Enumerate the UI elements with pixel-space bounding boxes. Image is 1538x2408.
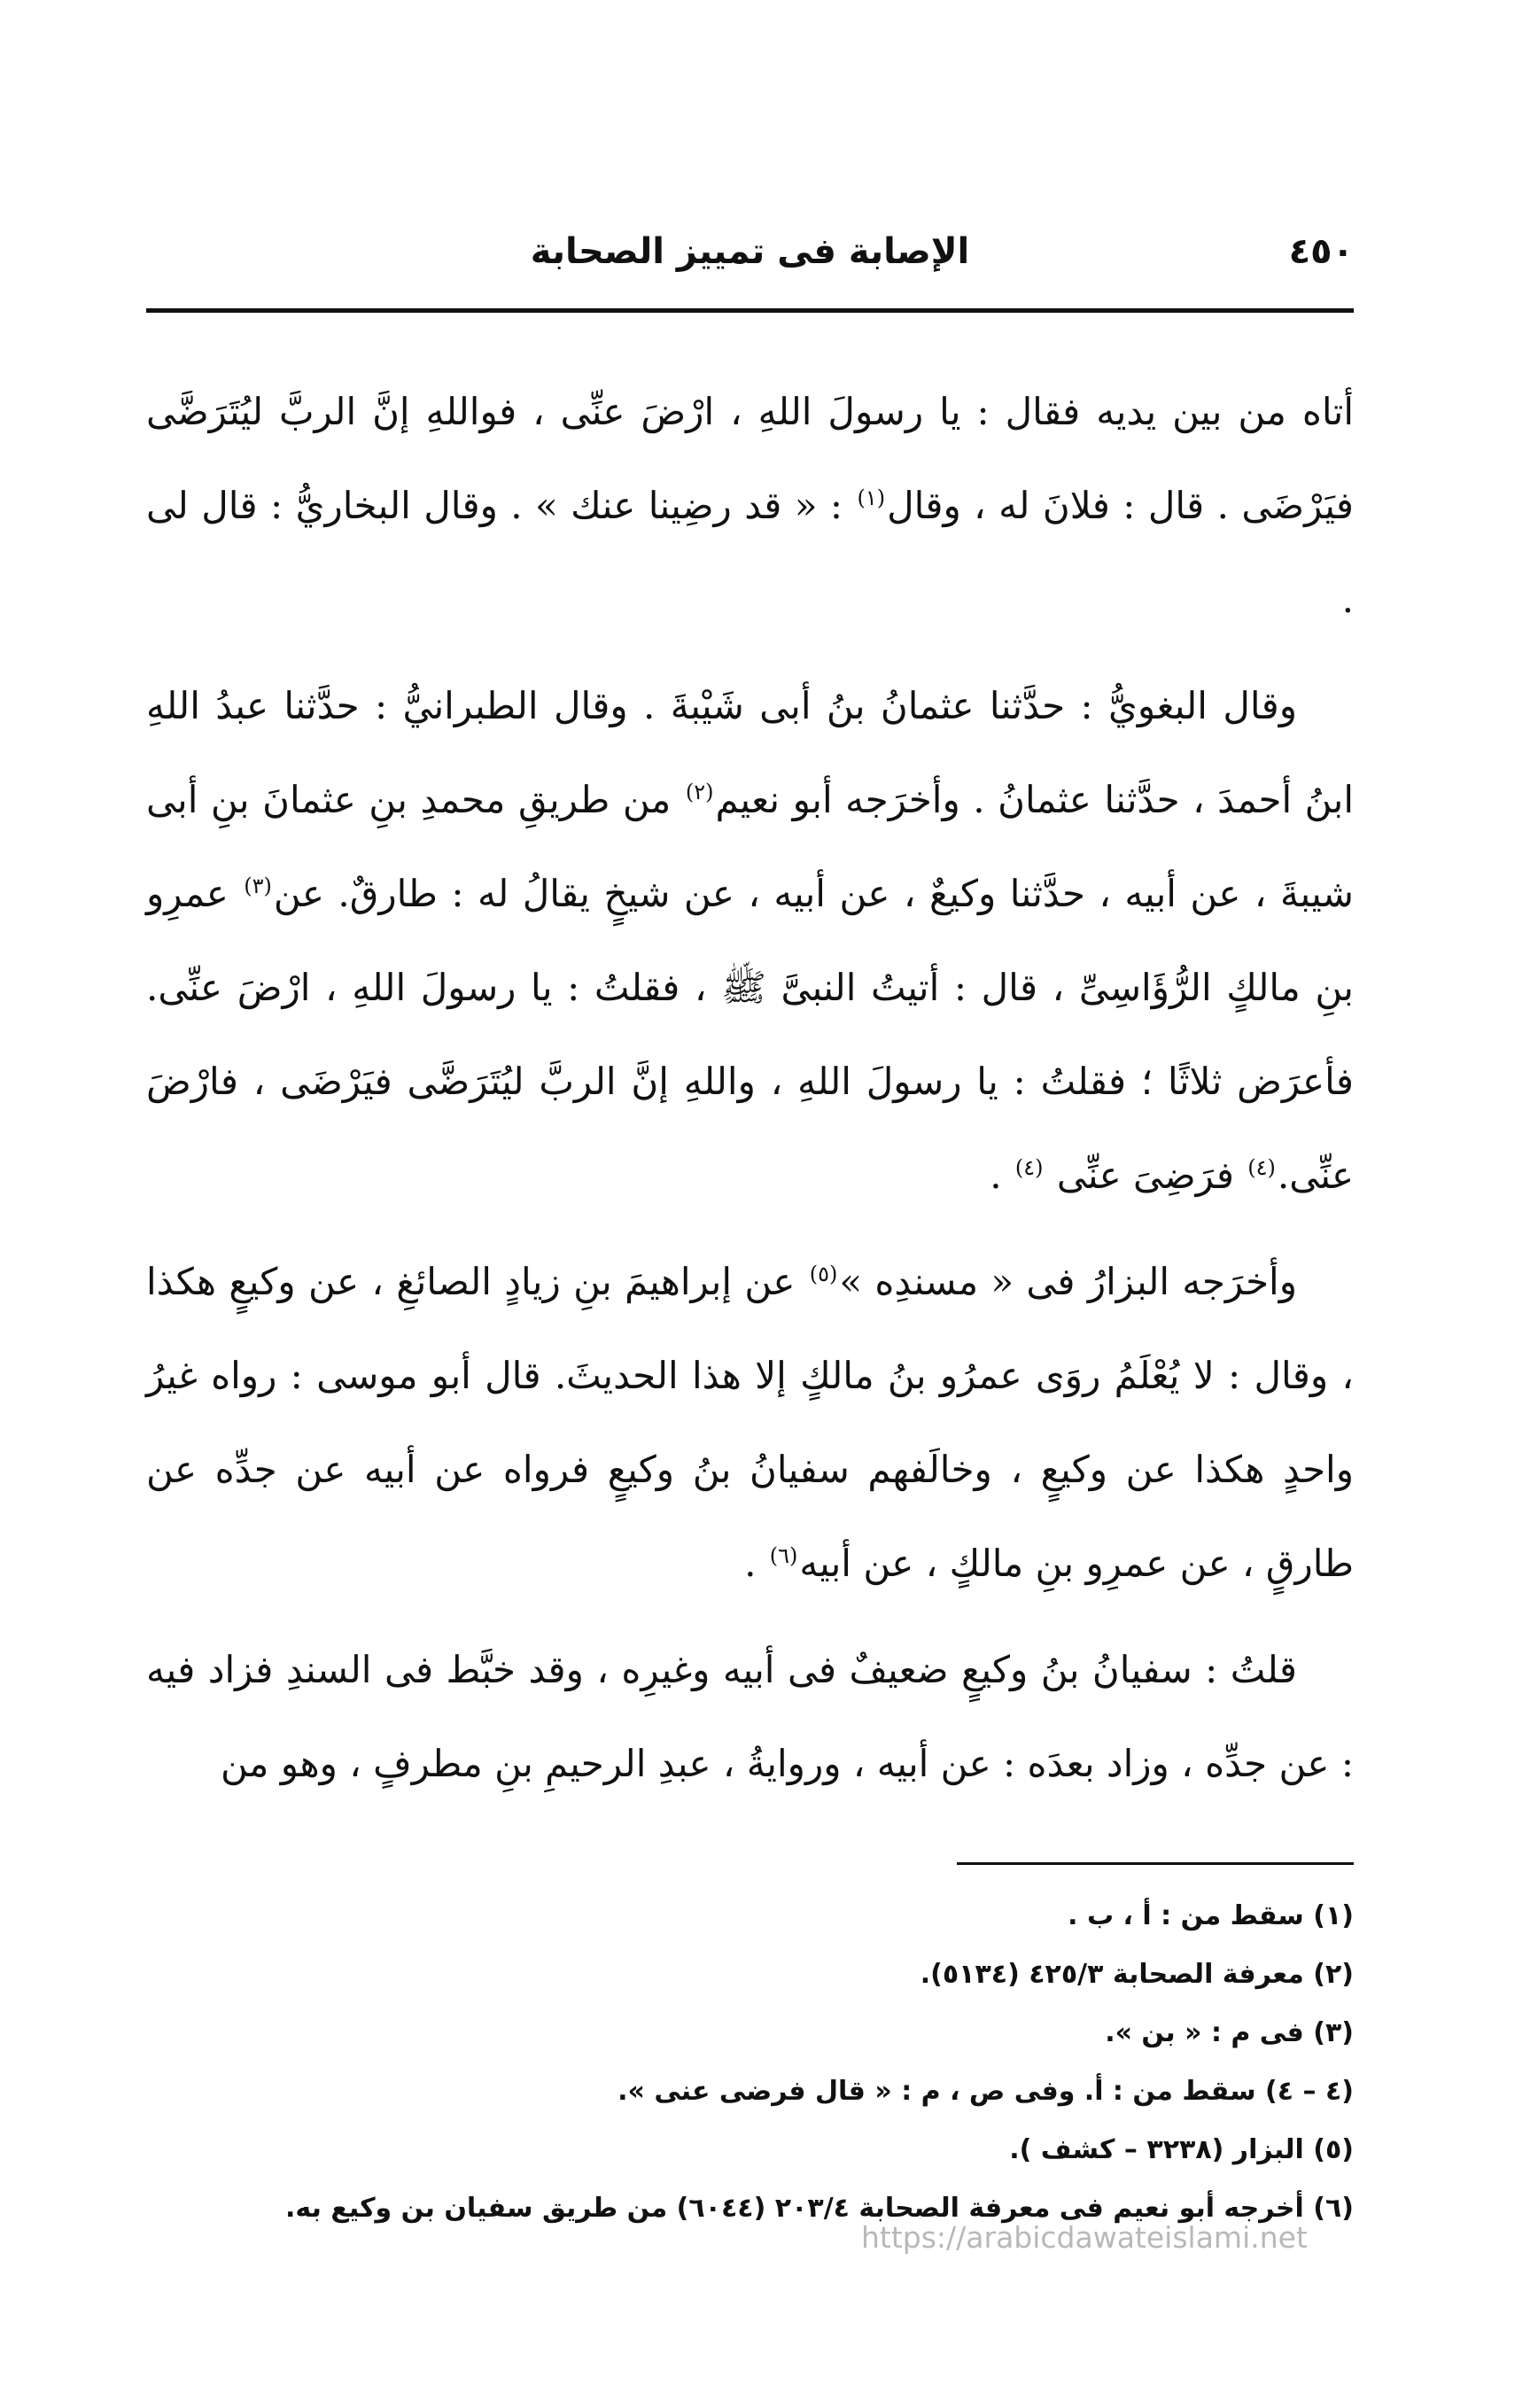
text-run: من طريقِ محمدِ بنِ عثمانَ بنِ أبى شيبةَ ، عن أبيه ، حدَّثنا وكيعٌ ، عن أبيه ، عن شيخٍ يقالُ له : طارقٌ. عن xyxy=(146,778,1355,915)
footnote-4: (٤ – ٤) سقط من : أ. وفى ص ، م : « قال فرضى عنى ». xyxy=(618,2076,1354,2107)
footnote-1: (١) سقط من : أ ، ب . xyxy=(1068,1900,1354,1931)
text-run: وقال البغويُّ : حدَّثنا عثمانُ بنُ أبى شَيْبةَ . وقال الطبرانيُّ : حدَّثنا عبدُ اللهِ ابنُ أحمدَ ، حدَّثنا عثمانُ . وأخرَجه أبو نعيم xyxy=(146,684,1354,821)
footnote-5: (٥) البزار (٣٢٣٨ – كشف ). xyxy=(1009,2134,1354,2165)
text-run: : « قد رضِينا عنك » . وقال البخاريُّ : قال لى . xyxy=(146,484,1354,621)
paragraph-3 xyxy=(146,1235,1354,1611)
text-run: قلتُ : سفيانُ بنُ وكيعٍ ضعيفٌ فى أبيه وغيرِه ، وقد خبَّط فى السندِ فزاد فيه : عن جدِّه ، وزاد بعدَه : عن أبيه ، وروايةُ ، عبدِ الرحيمِ بنِ مطرفٍ ، وهو من xyxy=(146,1648,1354,1785)
running-header xyxy=(146,226,1354,297)
footnote-ref: (١) xyxy=(857,485,886,510)
text-run: . xyxy=(744,1542,768,1585)
paragraph-2 xyxy=(146,659,1354,1223)
footnote-ref: (٦) xyxy=(769,1543,798,1568)
text-run: عمرِو بنِ مالكٍ الرُّؤَاسِىِّ ، قال : أتيتُ النبىَّ ﷺ ، فقلتُ : يا رسولَ اللهِ ، ارْضَ عنِّى. فأعرَض ثلاثًا ؛ فقلتُ : يا رسولَ اللهِ ، واللهِ إنَّ الربَّ ليُتَرَضَّى فيَرْضَى ، فارْضَ عنِّى. xyxy=(146,872,1354,1197)
text-run: أتاه من بين يديه فقال : يا رسولَ اللهِ ، ارْضَ عنِّى ، فواللهِ إنَّ الربَّ ليُتَرَضَّى فيَرْضَى . قال : فلانَ له ، وقال xyxy=(146,390,1354,527)
text-run: فرَضِىَ عنِّى xyxy=(1045,1154,1247,1197)
footnote-3: (٣) فى م : « بن ». xyxy=(1105,2017,1354,2048)
footnote-ref: (٤) xyxy=(1014,1155,1044,1180)
footnotes xyxy=(146,1887,1354,2238)
footnote-ref: (٤) xyxy=(1247,1155,1276,1180)
footnote-ref: (٥) xyxy=(809,1262,838,1286)
text-run: وأخرَجه البزارُ فى « مسندِه » xyxy=(839,1260,1297,1303)
watermark-url: https://arabicdawateislami.net xyxy=(861,2220,1308,2255)
text-run: . xyxy=(990,1154,1014,1197)
footnote-ref: (٣) xyxy=(244,874,272,898)
header-rule xyxy=(146,308,1354,313)
footnote-6: (٦) أخرجه أبو نعيم فى معرفة الصحابة ٢٠٣/٤ (٦٠٤٤) من طريق سفيان بن وكيع به. xyxy=(285,2193,1354,2224)
paragraph-1 xyxy=(146,365,1354,647)
footnote-ref: (٢) xyxy=(685,780,714,804)
footnote-rule xyxy=(957,1862,1354,1865)
footnote-2: (٢) معرفة الصحابة ٤٢٥/٣ (٥١٣٤). xyxy=(920,1959,1354,1990)
text-run: عن إبراهيمَ بنِ زيادٍ الصائغِ ، عن وكيعٍ هكذا ، وقال : لا يُعْلَمُ روَى عمرُو بنُ مالكٍ إلا هذا الحديثَ. قال أبو موسى : رواه غيرُ واحدٍ هكذا عن وكيعٍ ، وخالَفهم سفيانُ بنُ وكيعٍ فرواه عن أبيه عن جدِّه عن طارقٍ ، عن عمرِو بنِ مالكٍ ، عن أبيه xyxy=(146,1260,1354,1585)
book-title: الإصابة فى تمييز الصحابة xyxy=(530,231,970,272)
page-number: ٤٥٠ xyxy=(1288,231,1354,272)
main-text xyxy=(146,365,1354,1823)
paragraph-4 xyxy=(146,1623,1354,1811)
